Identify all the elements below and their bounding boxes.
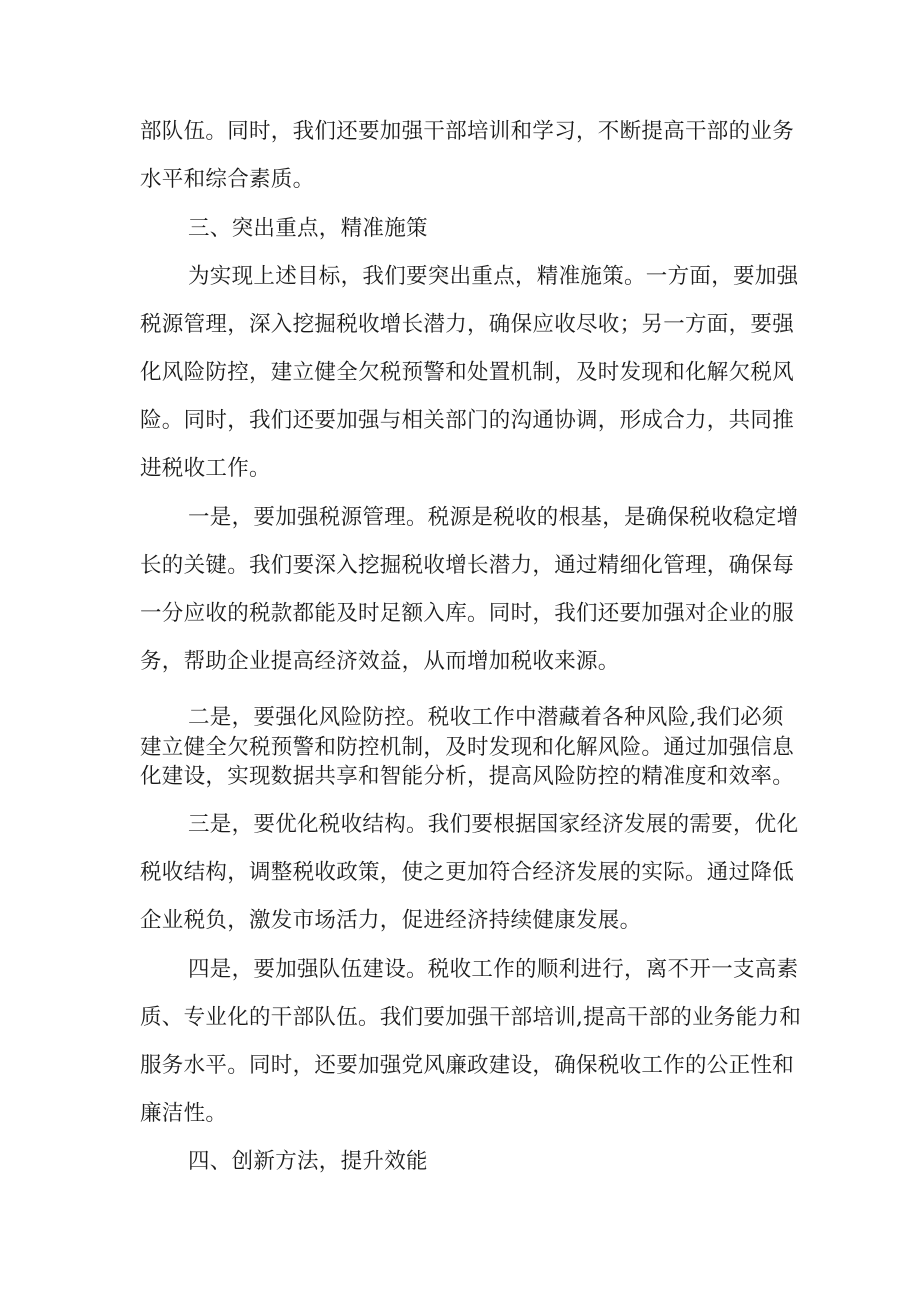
paragraph-line: 化风险防控，建立健全欠税预警和处置机制，及时发现和化解欠税风 [140, 360, 795, 385]
paragraph-line: 廉洁性。 [140, 1101, 228, 1126]
paragraph-line: 质、专业化的干部队伍。我们要加强干部培训,提高干部的业务能力和 [140, 1005, 802, 1030]
section-heading: 三、突出重点，精准施策 [188, 216, 428, 241]
paragraph-line: 一分应收的税款都能及时足额入库。同时，我们还要加强对企业的服 [140, 601, 795, 626]
section-heading: 四、创新方法，提升效能 [188, 1149, 428, 1174]
paragraph-line: 一是，要加强税源管理。税源是税收的根基，是确保税收稳定增 [188, 505, 799, 530]
paragraph-line: 进税收工作。 [140, 456, 271, 481]
paragraph-line: 水平和综合素质。 [140, 167, 315, 192]
paragraph-line: 化建设，实现数据共享和智能分析，提高风险防控的精准度和效率。 [140, 764, 795, 789]
paragraph-line: 税源管理，深入挖掘税收增长潜力，确保应收尽收；另一方面，要强 [140, 312, 795, 337]
paragraph-line: 服务水平。同时，还要加强党风廉政建设，确保税收工作的公正性和 [140, 1053, 795, 1078]
paragraph-line: 三是，要优化税收结构。我们要根据国家经济发展的需要，优化 [188, 812, 799, 837]
paragraph-line: 企业税负，激发市场活力，促进经济持续健康发展。 [140, 908, 642, 933]
paragraph-line: 务，帮助企业提高经济效益，从而增加税收来源。 [140, 649, 620, 674]
paragraph-line: 长的关键。我们要深入挖掘税收增长潜力，通过精细化管理，确保每 [140, 553, 795, 578]
paragraph-line: 为实现上述目标，我们要突出重点，精准施策。一方面，要加强 [188, 264, 799, 289]
paragraph-line: 建立健全欠税预警和防控机制，及时发现和化解风险。通过加强信息 [140, 735, 795, 760]
paragraph-line: 二是，要强化风险防控。税收工作中潜藏着各种风险,我们必须 [188, 705, 784, 730]
paragraph-line: 险。同时，我们还要加强与相关部门的沟通协调，形成合力，共同推 [140, 408, 795, 433]
paragraph-line: 部队伍。同时，我们还要加强干部培训和学习，不断提高干部的业务 [140, 119, 795, 144]
paragraph-line: 税收结构，调整税收政策，使之更加符合经济发展的实际。通过降低 [140, 860, 795, 885]
paragraph-line: 四是，要加强队伍建设。税收工作的顺利进行，离不开一支高素 [188, 957, 799, 982]
